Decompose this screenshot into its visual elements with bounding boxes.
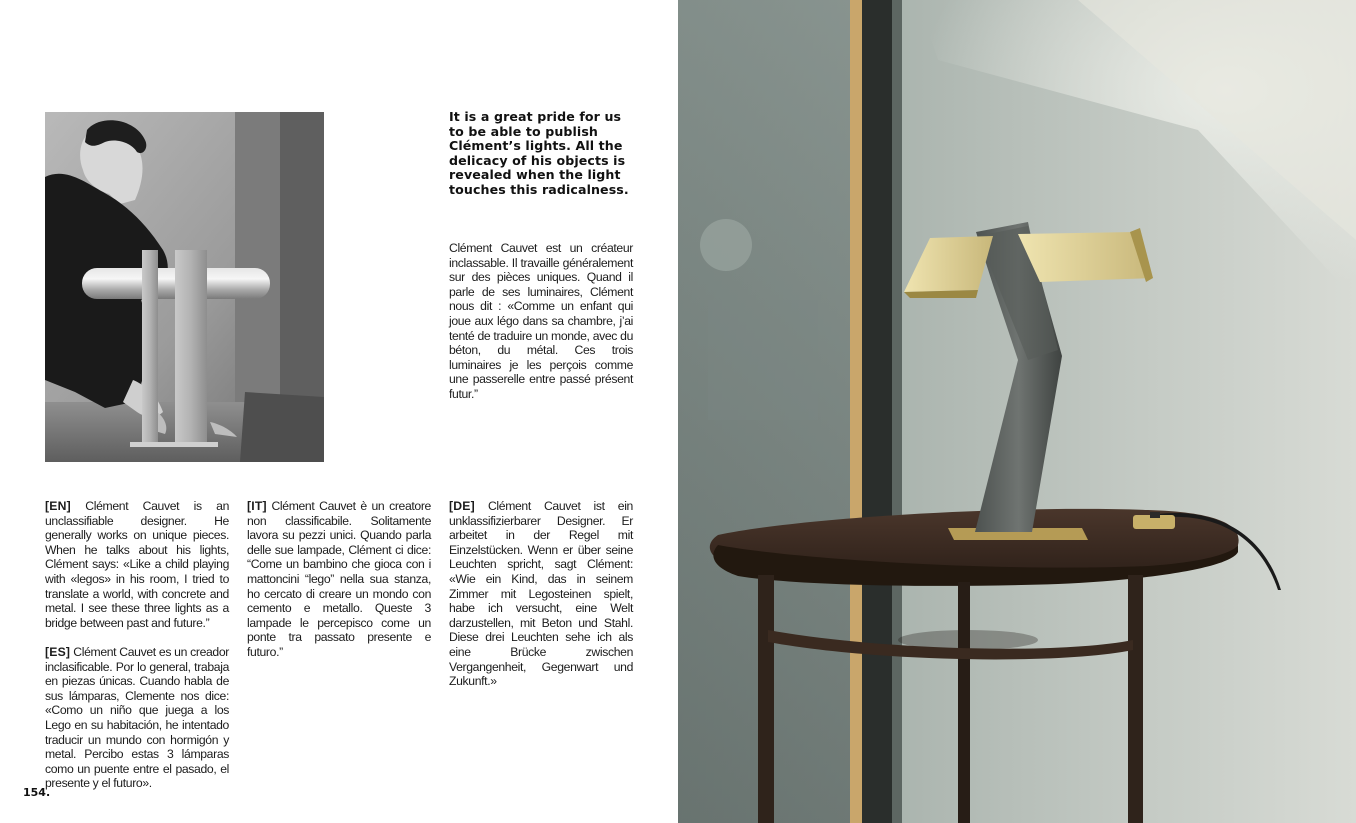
french-paragraph: Clément Cauvet est un créateur inclassable. Il travaille généralement sur des pièces uniques. Quand il parle de ses luminaires, Clément nous dit : «Comme un enfant qui joue aux légo dans sa chambre, j’ai tenté de traduire un monde, avec du béton, du métal. Ces trois luminaires je les perçois comme une passerelle entre passé présent futur.” bbox=[449, 241, 633, 401]
language-tag-it: [IT] bbox=[247, 499, 267, 513]
spanish-paragraph-part-1 bbox=[45, 645, 229, 791]
language-tag-en: [EN] bbox=[45, 499, 71, 513]
italian-text: Clément Cauvet è un creatore non classificabile. Solitamente lavora su pezzi unici. Quando parla delle sue lampade, Clément ci dice: “Come un bambino che gioca con i mattoncini “lego” nella sua stanza, ho cercato di creare un mondo con cemento e metallo. Queste 3 lampade le percepisco come un ponte tra passato presente e futuro.” bbox=[247, 499, 431, 659]
lamp-photo bbox=[678, 0, 1356, 823]
text-column-1 bbox=[45, 499, 229, 791]
german-text: Clément Cauvet ist ein unklassifizierbarer Designer. Er arbeitet in der Regel mit Einzelstücken. Wenn er über seine Leuchten spricht, sagt Clément: «Wie ein Kind, das in seinem Zimmer mit Legosteinen spielt, habe ich versucht, eine Welt darzustellen, mit Beton und Stahl. Diese drei Leuchten sehe ich als eine Brücke zwischen Vergangenheit, Gegenwart und Zukunft.» bbox=[449, 499, 633, 689]
page-number: 154. bbox=[23, 786, 51, 799]
italian-paragraph bbox=[247, 499, 431, 660]
language-tag-de: [DE] bbox=[449, 499, 475, 513]
lamp-scene-illustration bbox=[678, 0, 1356, 823]
language-tag-es: [ES] bbox=[45, 644, 71, 659]
pull-quote: It is a great pride for us to be able to publish Clément’s lights. All the delicacy of his objects is revealed when the light touches this radicalness. bbox=[449, 109, 629, 197]
text-column-2 bbox=[247, 499, 431, 660]
english-text: Clément Cauvet is an unclassifiable designer. He generally works on unique pieces. When he talks about his lights, Clément says: «Like a child playing with «legos» in his room, I tried to translate a world, with concrete and metal. I see these three lights as a bridge between past and future.” bbox=[45, 499, 229, 630]
portrait-illustration bbox=[45, 112, 324, 462]
text-column-3 bbox=[449, 499, 633, 689]
spanish-text: Clément Cauvet es un creador inclasificable. Por lo general, trabaja en piezas únicas. Cuando habla de sus lámparas, Clemente nos dice: «Como un niño que juega a los Lego en su habitación, he intentado traducir un mundo con hormigón y metal. Percibo estas 3 lámparas como un puente entre el pasado, el presente y el futuro». bbox=[45, 644, 229, 791]
designer-portrait-photo bbox=[45, 112, 324, 462]
french-text-column bbox=[449, 241, 633, 402]
german-paragraph bbox=[449, 499, 633, 689]
english-paragraph bbox=[45, 499, 229, 630]
